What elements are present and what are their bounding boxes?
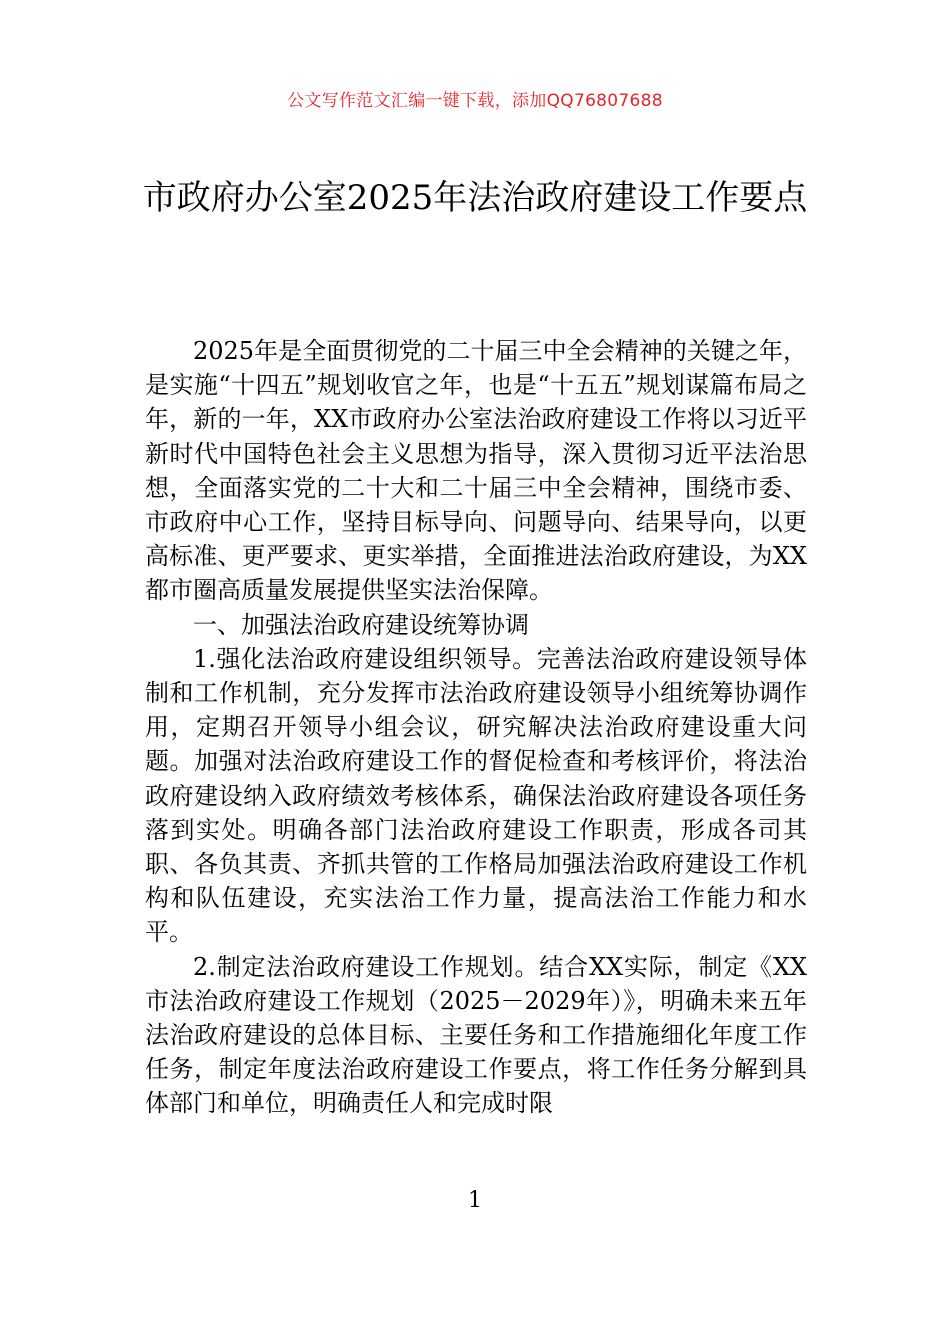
document-body [145,334,807,1121]
intro-paragraph: 2025年是全面贯彻党的二十届三中全会精神的关键之年，是实施“十四五”规划收官之年，也是“十五五”规划谋篇布局之年，新的一年，XX市政府办公室法治政府建设工作将以习近平新时代中国特色社会主义思想为指导，深入贯彻习近平法治思想，全面落实党的二十大和二十届三中全会精神，围绕市委、市政府中心工作，坚持目标导向、问题导向、结果导向，以更高标准、更严要求、更实举措，全面推进法治政府建设，为XX都市圈高质量发展提供坚实法治保障。 [145,337,807,605]
body-paragraph: 2.制定法治政府建设工作规划。结合XX实际，制定《XX市法治政府建设工作规划（2025－2029年）》，明确未来五年法治政府建设的总体目标、主要任务和工作措施细化年度工作任务，制定年度法治政府建设工作要点，将工作任务分解到具体部门和单位，明确责任人和完成时限 [145,952,807,1118]
body-paragraph: 1.强化法治政府建设组织领导。完善法治政府建设领导体制和工作机制，充分发挥市法治政府建设领导小组统筹协调作用，定期召开领导小组会议，研究解决法治政府建设重大问题。加强对法治政府建设工作的督促检查和考核评价，将法治政府建设纳入政府绩效考核体系，确保法治政府建设各项任务落到实处。明确各部门法治政府建设工作职责，形成各司其职、各负其责、齐抓共管的工作格局加强法治政府建设工作机构和队伍建设，充实法治工作力量，提高法治工作能力和水平。 [145,644,807,947]
download-banner: 公文写作范文汇编一键下载，添加QQ76807688 [287,91,663,111]
section-heading: 一、加强法治政府建设统筹协调 [193,610,529,639]
document-title: 市政府办公室2025年法治政府建设工作要点 [142,178,808,218]
page-number: 1 [468,1188,482,1213]
